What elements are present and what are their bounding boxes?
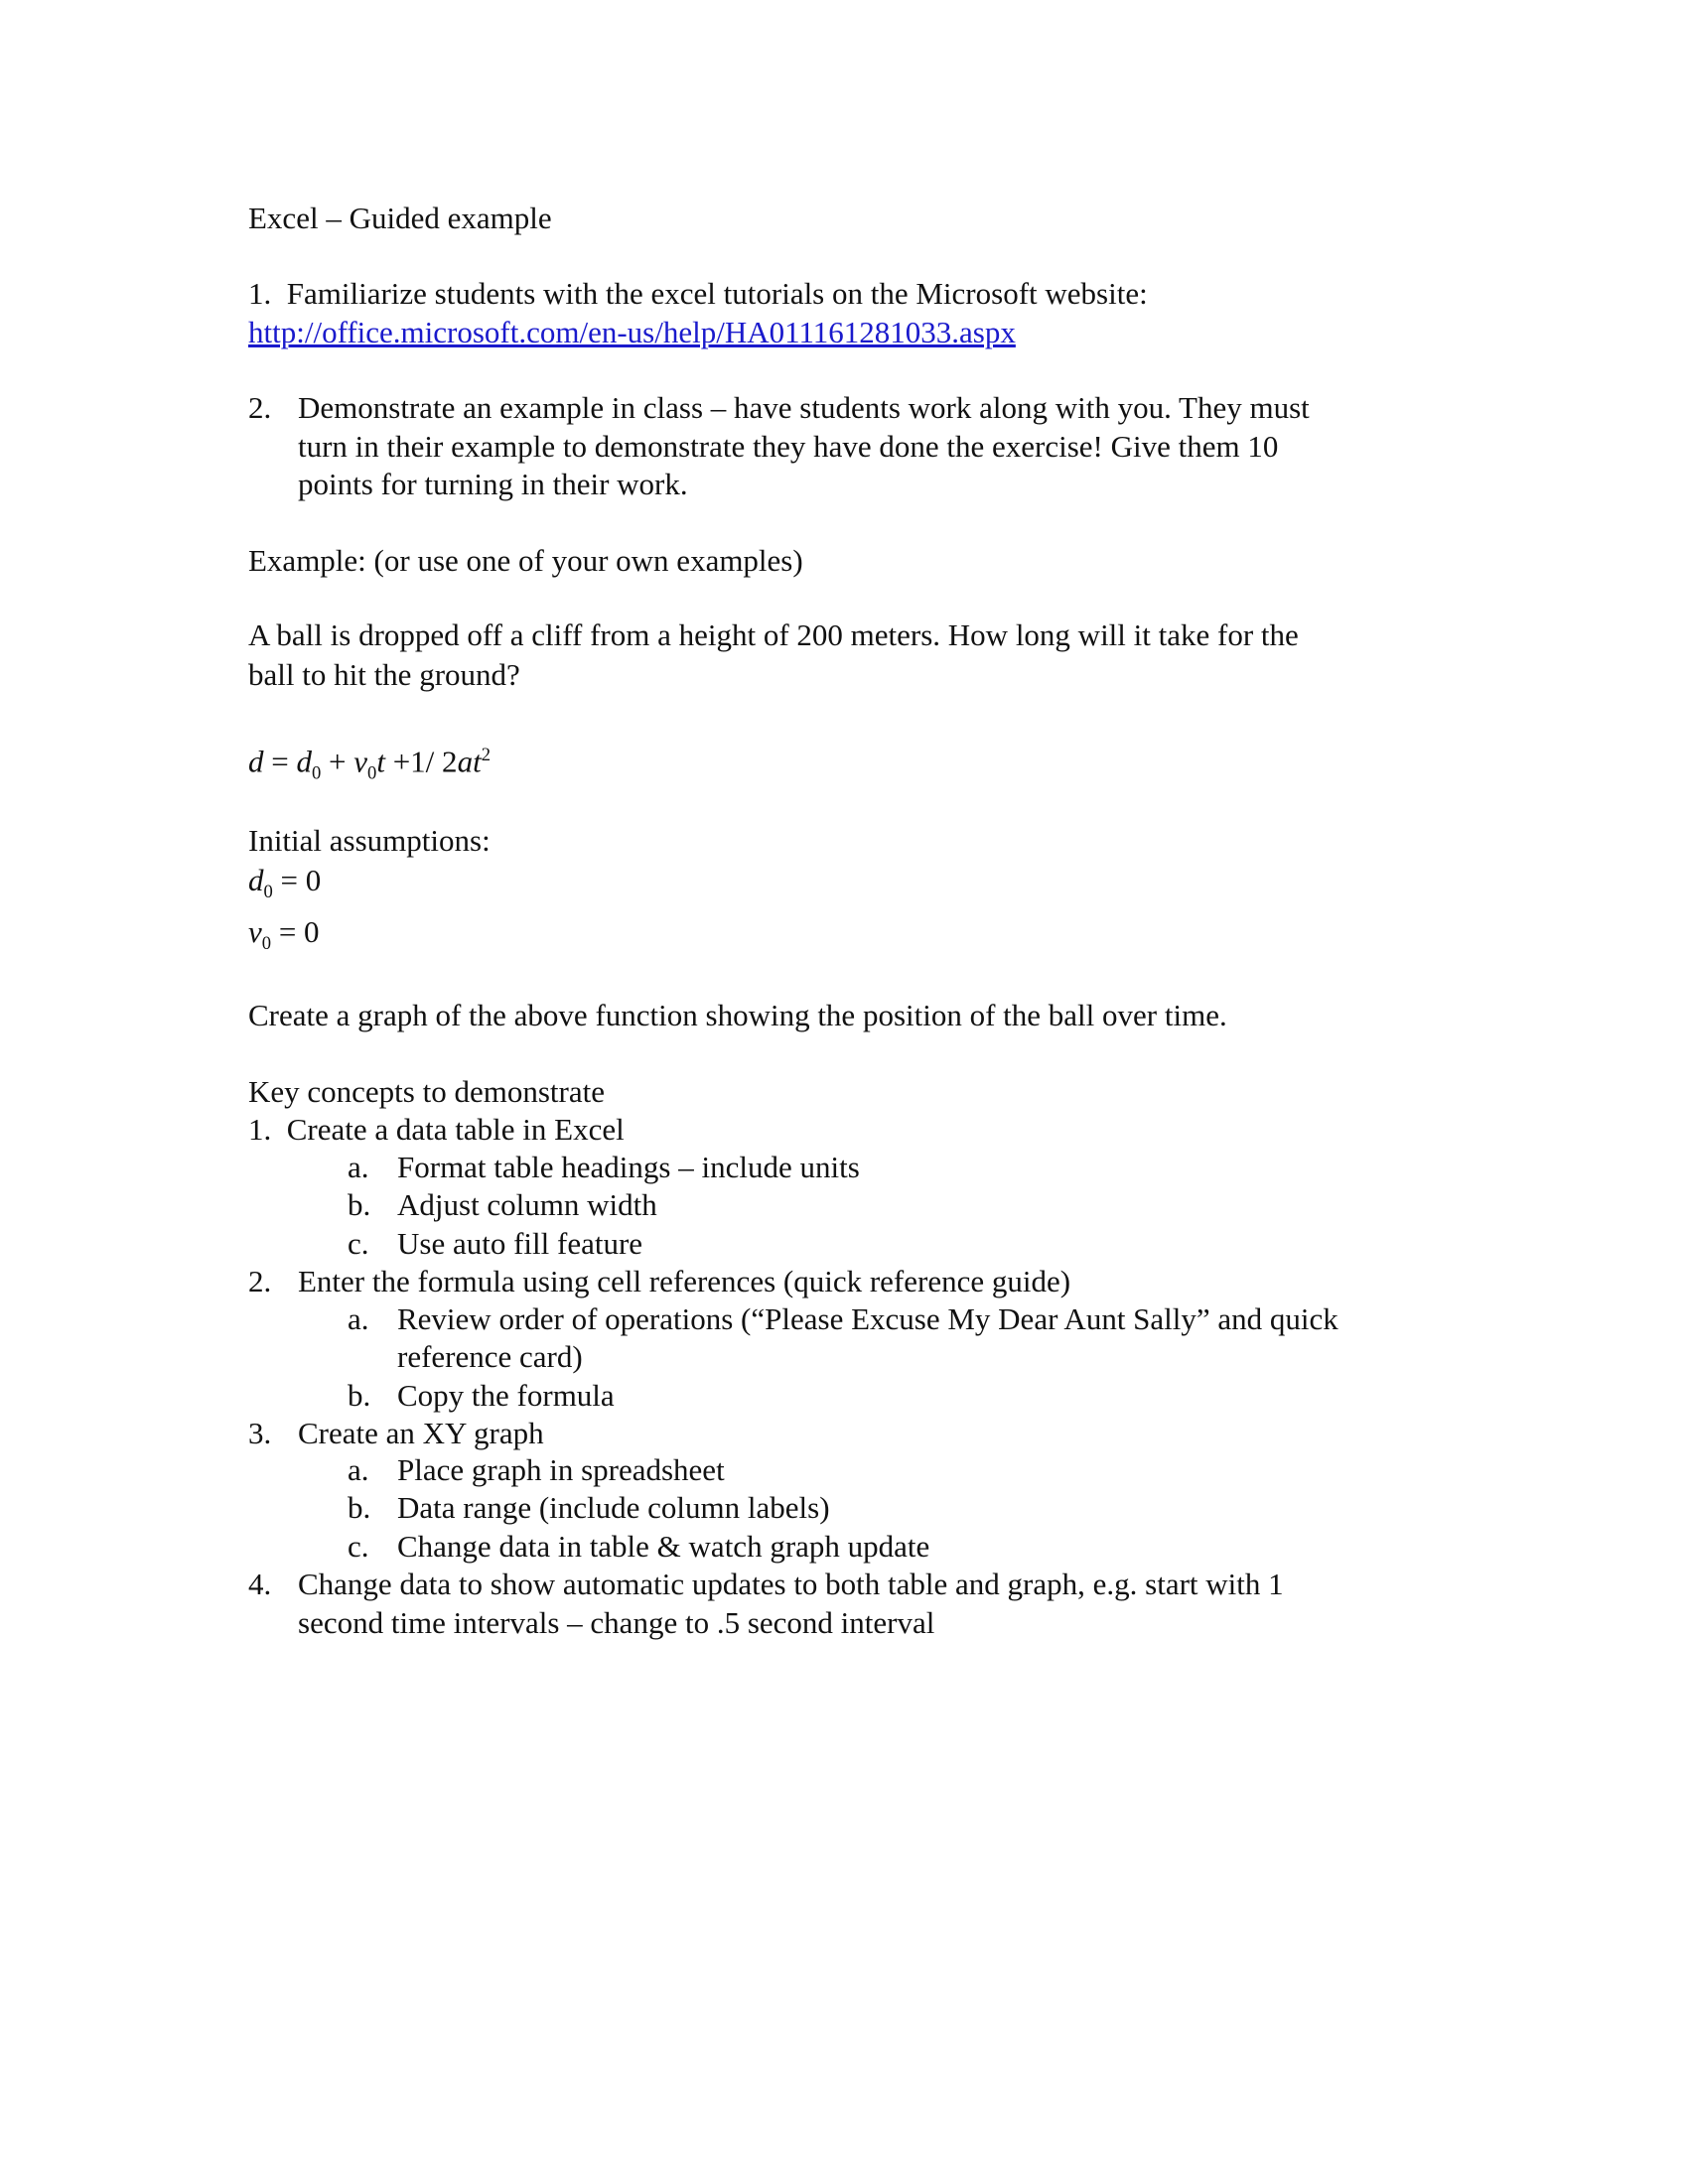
example-label: Example: (or use one of your own examples) [248, 543, 803, 578]
formula-exponent: 2 [481, 745, 491, 765]
concept-2b-text: Copy the formula [397, 1378, 615, 1413]
concept-1a-marker: a. [348, 1150, 369, 1184]
concept-1b-text: Adjust column width [397, 1187, 657, 1222]
concept-1b-marker: b. [348, 1187, 371, 1222]
concept-2a-marker: a. [348, 1301, 369, 1336]
formula-d0: d [296, 744, 312, 779]
concept-3c-text: Change data in table & watch graph update [397, 1529, 930, 1564]
step-2-line-1: Demonstrate an example in class – have students work along with you. They must [298, 390, 1310, 425]
d0-value: = 0 [272, 863, 322, 897]
step-2-number: 2. [248, 390, 272, 425]
concept-3-number: 3. [248, 1416, 272, 1450]
assumptions-heading: Initial assumptions: [248, 823, 491, 858]
concept-2a-text: Review order of operations (“Please Excuse My Dear Aunt Sally” and quick [397, 1301, 1338, 1336]
concept-1a-text: Format table headings – include units [397, 1150, 860, 1184]
formula-v0: v [353, 744, 368, 779]
concept-2b-marker: b. [348, 1378, 371, 1413]
concept-2-text: Enter the formula using cell references (quick reference guide) [298, 1264, 1071, 1298]
formula-d0-sub: 0 [311, 762, 322, 784]
concept-2-number: 2. [248, 1264, 272, 1298]
key-concepts-heading: Key concepts to demonstrate [248, 1074, 605, 1109]
formula-equals: = [263, 744, 297, 779]
microsoft-tutorial-link[interactable]: http://office.microsoft.com/en-us/help/HA011161281033.aspx [248, 315, 1016, 349]
step-2-line-3: points for turning in their work. [298, 467, 688, 501]
problem-line-1: A ball is dropped off a cliff from a height of 200 meters. How long will it take for the [248, 617, 1299, 652]
concept-3a-text: Place graph in spreadsheet [397, 1452, 725, 1487]
concept-1-number: 1. [248, 1112, 272, 1147]
formula-t: t [376, 744, 385, 779]
page-title: Excel – Guided example [248, 201, 552, 235]
concept-1c-marker: c. [348, 1226, 369, 1261]
formula-at: at [457, 744, 482, 779]
v0-var: v [248, 914, 262, 949]
concept-1-text: Create a data table in Excel [286, 1112, 625, 1147]
concept-3b-text: Data range (include column labels) [397, 1490, 830, 1525]
step-1 [248, 275, 1148, 313]
concept-2a-text-continued: reference card) [397, 1339, 583, 1374]
concept-3-text: Create an XY graph [298, 1416, 544, 1450]
concept-3a-marker: a. [348, 1452, 369, 1487]
graph-instruction: Create a graph of the above function showing the position of the ball over time. [248, 998, 1227, 1032]
formula-d: d [248, 744, 264, 779]
v0-sub: 0 [261, 933, 272, 955]
formula-plus: + [321, 744, 354, 779]
concept-3b-marker: b. [348, 1490, 371, 1525]
concept-4-text-continued: second time intervals – change to .5 second interval [298, 1605, 935, 1640]
v0-value: = 0 [271, 914, 320, 949]
kinematics-formula [248, 737, 491, 793]
assumption-d0 [248, 862, 321, 911]
assumption-v0 [248, 913, 320, 963]
step-1-text: Familiarize students with the excel tutorials on the Microsoft website: [286, 276, 1148, 311]
concept-1 [248, 1111, 625, 1149]
concept-1c-text: Use auto fill feature [397, 1226, 643, 1261]
d0-sub: 0 [263, 882, 273, 903]
formula-v0-sub: 0 [367, 762, 377, 784]
concept-3c-marker: c. [348, 1529, 369, 1564]
step-2-line-2: turn in their example to demonstrate they have done the exercise! Give them 10 [298, 429, 1279, 464]
d0-var: d [248, 863, 264, 897]
step-1-link-line [248, 314, 1016, 351]
concept-4-text: Change data to show automatic updates to both table and graph, e.g. start with 1 [298, 1567, 1284, 1601]
formula-half: +1/ 2 [384, 744, 458, 779]
problem-line-2: ball to hit the ground? [248, 657, 520, 692]
step-1-number: 1. [248, 276, 272, 311]
concept-4-number: 4. [248, 1567, 272, 1601]
